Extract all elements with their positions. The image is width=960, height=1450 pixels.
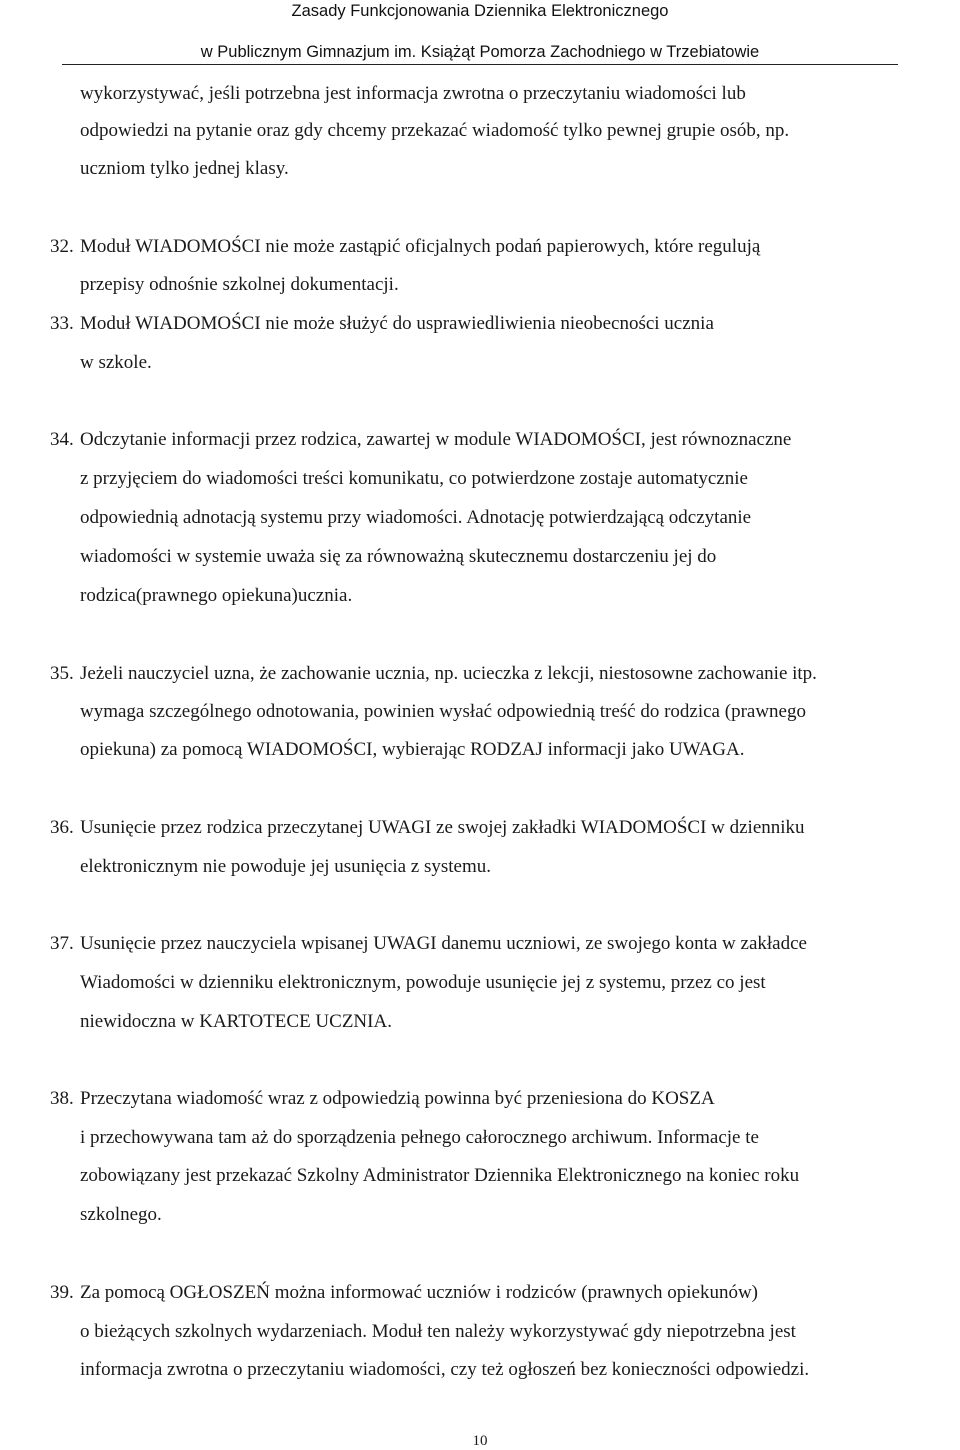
item-text-line: Usunięcie przez rodzica przeczytanej UWAGI ze swojej zakładki WIADOMOŚCI w dzienniku bbox=[80, 817, 805, 838]
item-text-line: Usunięcie przez nauczyciela wpisanej UWAGI danemu uczniowi, ze swojego konta w zakładce bbox=[80, 933, 807, 954]
item-text-line: elektronicznym nie powoduje jej usunięcia z systemu. bbox=[80, 856, 492, 877]
item-text-line: i przechowywana tam aż do sporządzenia pełnego całorocznego archiwum. Informacje te bbox=[80, 1127, 759, 1148]
item-number: 39. bbox=[50, 1282, 74, 1303]
item-text-line: niewidoczna w KARTOTECE UCZNIA. bbox=[80, 1011, 392, 1032]
header-divider bbox=[62, 64, 898, 65]
page-number: 10 bbox=[472, 1433, 488, 1449]
item-text-line: zobowiązany jest przekazać Szkolny Administrator Dziennika Elektronicznego na koniec roku bbox=[80, 1165, 800, 1186]
item-text-line: Jeżeli nauczyciel uzna, że zachowanie ucznia, np. ucieczka z lekcji, niestosowne zachowanie itp. bbox=[80, 663, 817, 684]
item-number: 33. bbox=[50, 313, 74, 334]
item-number: 34. bbox=[50, 429, 74, 450]
item-number: 36. bbox=[50, 817, 74, 838]
item-text-line: Odczytanie informacji przez rodzica, zawartej w module WIADOMOŚCI, jest równoznaczne bbox=[80, 429, 792, 450]
item-text-line: odpowiednią adnotacją systemu przy wiadomości. Adnotację potwierdzającą odczytanie bbox=[80, 507, 752, 528]
item-text-line: wymaga szczególnego odnotowania, powinien wysłać odpowiednią treść do rodzica (prawnego bbox=[80, 701, 806, 722]
item-number: 32. bbox=[50, 236, 74, 257]
item-text-line: opiekuna) za pomocą WIADOMOŚCI, wybierając RODZAJ informacji jako UWAGA. bbox=[80, 739, 745, 760]
item-text-line: z przyjęciem do wiadomości treści komunikatu, co potwierdzone zostaje automatycznie bbox=[80, 468, 748, 489]
item-text-line: Moduł WIADOMOŚCI nie może służyć do usprawiedliwienia nieobecności ucznia bbox=[80, 313, 714, 334]
item-text-line: o bieżących szkolnych wydarzeniach. Moduł ten należy wykorzystywać gdy niepotrzebna jest bbox=[80, 1321, 796, 1342]
item-text-line: Wiadomości w dzienniku elektronicznym, powoduje usunięcie jej z systemu, przez co jest bbox=[80, 972, 766, 993]
item-number: 35. bbox=[50, 663, 74, 684]
item-text-line: wiadomości w systemie uważa się za równoważną skutecznemu dostarczeniu jej do bbox=[80, 546, 717, 567]
item-number: 37. bbox=[50, 933, 74, 954]
continuation-line: uczniom tylko jednej klasy. bbox=[80, 158, 289, 179]
item-number: 38. bbox=[50, 1088, 74, 1109]
item-text-line: rodzica(prawnego opiekuna)ucznia. bbox=[80, 585, 353, 606]
item-text-line: Moduł WIADOMOŚCI nie może zastąpić oficjalnych podań papierowych, które regulują bbox=[80, 236, 761, 257]
continuation-line: odpowiedzi na pytanie oraz gdy chcemy przekazać wiadomość tylko pewnej grupie osób, np. bbox=[80, 120, 790, 141]
item-text-line: przepisy odnośnie szkolnej dokumentacji. bbox=[80, 274, 399, 295]
header-subtitle: w Publicznym Gimnazjum im. Książąt Pomorza Zachodniego w Trzebiatowie bbox=[200, 43, 760, 61]
header-title: Zasady Funkcjonowania Dziennika Elektronicznego bbox=[291, 2, 669, 20]
item-text-line: informacja zwrotna o przeczytaniu wiadomości, czy też ogłoszeń bez konieczności odpowiedzi. bbox=[80, 1359, 810, 1380]
item-text-line: szkolnego. bbox=[80, 1204, 162, 1225]
item-text-line: Za pomocą OGŁOSZEŃ można informować uczniów i rodziców (prawnych opiekunów) bbox=[80, 1282, 758, 1303]
item-text-line: w szkole. bbox=[80, 352, 152, 373]
item-text-line: Przeczytana wiadomość wraz z odpowiedzią powinna być przeniesiona do KOSZA bbox=[80, 1088, 715, 1109]
continuation-line: wykorzystywać, jeśli potrzebna jest informacja zwrotna o przeczytaniu wiadomości lub bbox=[80, 83, 746, 104]
